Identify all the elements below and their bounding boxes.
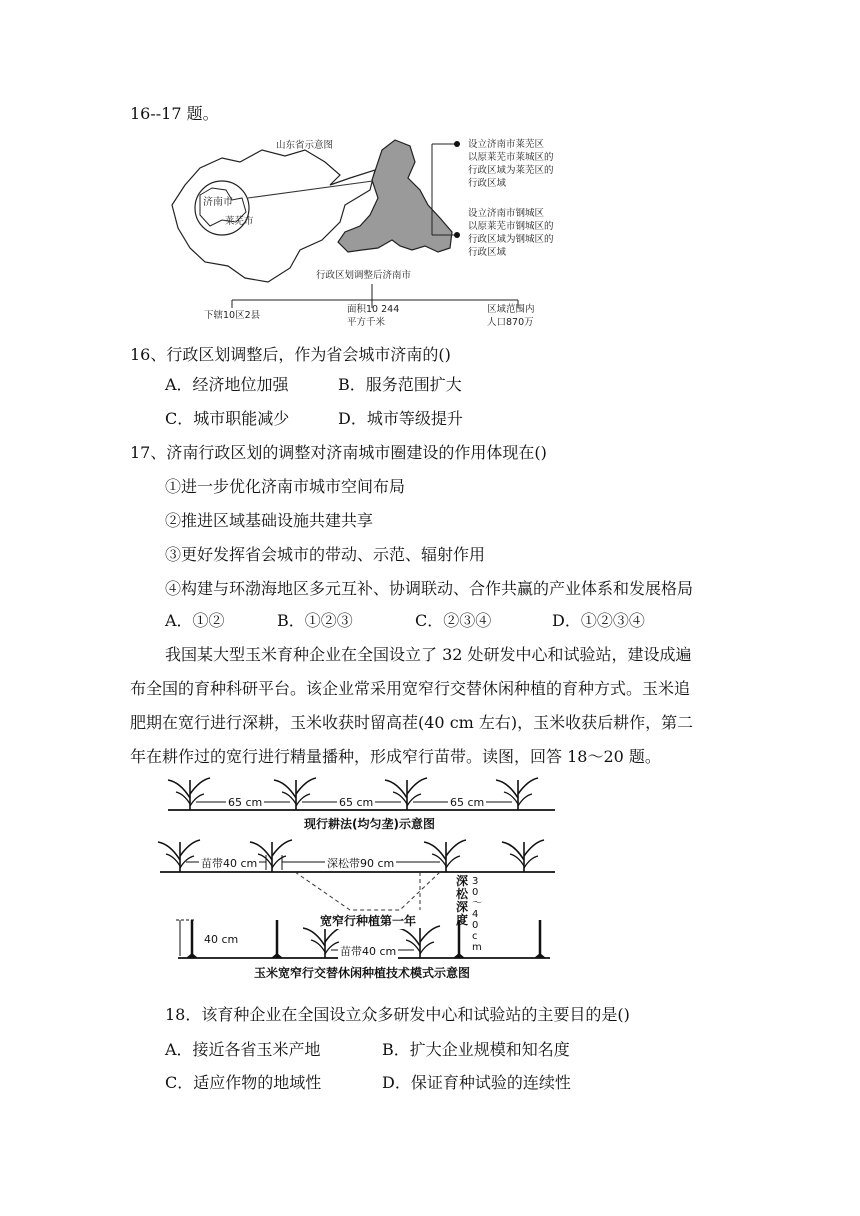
stubble-height-label: 40 cm [204, 933, 239, 946]
deep-band-label: 深松带90 cm [327, 857, 395, 870]
q17-option-d: D．①②③④ [552, 611, 645, 630]
passage-line-2: 布全国的育种科研平台。该企业常采用宽窄行交替休闲种植的育种方式。玉米追 [130, 679, 691, 698]
tree-branch-pop-1: 区域范围内 [487, 304, 535, 315]
caption-first-year: 宽窄行种植第一年 [320, 914, 417, 928]
q17-option-b: B．①②③ [277, 611, 353, 630]
q17-item-2: ②推进区域基础设施共建共享 [165, 511, 374, 530]
section-intro: 16--17 题。 [130, 104, 219, 123]
q18-option-d: D．保证育种试验的连续性 [382, 1073, 571, 1092]
tree-title: 行政区划调整后济南市 [316, 270, 412, 281]
spacing-label-1: 65 cm [228, 796, 263, 809]
q16-option-a: A．经济地位加强 [165, 375, 289, 394]
q17-option-a: A．①② [165, 611, 225, 630]
q17-item-4: ④构建与环渤海地区多元互补、协调联动、合作共赢的产业体系和发展格局 [165, 579, 694, 598]
plant [274, 778, 316, 810]
q17-stem: 17、济南行政区划的调整对济南城市圈建设的作用体现在() [130, 443, 547, 462]
q18-option-c: C．适应作物的地域性 [165, 1073, 322, 1092]
q17-item-3: ③更好发挥省会城市的带动、示范、辐射作用 [165, 545, 486, 564]
q17-option-c: C．②③④ [415, 611, 492, 630]
tree-branch-pop-2: 人口870万 [487, 317, 534, 328]
map-title: 山东省示意图 [276, 140, 334, 151]
city-jinan-label: 济南市 [203, 197, 233, 208]
q18-option-a: A．接近各省玉米产地 [165, 1040, 321, 1059]
tree-branch-area-2: 平方千米 [347, 317, 386, 328]
q17-item-1: ①进一步优化济南市城市空间布局 [165, 477, 406, 496]
q18-stem: 18．该育种企业在全国设立众多研发中心和试验站的主要目的是() [165, 1005, 630, 1024]
depth-label-value: 30～40 cm [472, 876, 482, 953]
passage-line-1: 我国某大型玉米育种企业在全国设立了 32 处研发中心和试验站，建设成遍 [165, 645, 692, 664]
caption-corn-diagram: 玉米宽窄行交替休闲种植技术模式示意图 [254, 966, 471, 980]
spacing-label-2: 65 cm [339, 796, 374, 809]
passage-line-4: 年在耕作过的宽行进行精量播种，形成窄行苗带。读图，回答 18～20 题。 [130, 747, 661, 766]
tree-branch-districts: 下辖10区2县 [204, 310, 261, 321]
deep-tillage-zone [295, 872, 440, 910]
plant [385, 778, 427, 810]
spacing-label-3: 65 cm [450, 796, 485, 809]
plant [424, 840, 466, 872]
plant [158, 840, 200, 872]
depth-label-title: 深松深度 [456, 874, 469, 927]
q16-option-c: C．城市职能减少 [165, 409, 290, 428]
passage-line-3: 肥期在宽行进行深耕，玉米收获时留高茬(40 cm 左右)，玉米收获后耕作，第二 [130, 713, 694, 732]
q16-stem: 16、行政区划调整后，作为省会城市济南的() [130, 345, 451, 364]
city-laiwu-label: 莱芜市 [225, 216, 254, 227]
plant [168, 778, 210, 810]
seedling-band-label-2: 苗带40 cm [340, 945, 397, 958]
q18-option-b: B．扩大企业规模和知名度 [382, 1040, 570, 1059]
q16-option-d: D．城市等级提升 [338, 409, 463, 428]
caption-current-method: 现行耕法(均匀垄)示意图 [304, 817, 435, 831]
q16-option-b: B．服务范围扩大 [338, 375, 462, 394]
tree-branch-area-1: 面积10 244 [347, 304, 400, 315]
plant [398, 926, 440, 958]
seedling-band-label: 苗带40 cm [201, 857, 258, 870]
plant [496, 778, 538, 810]
plant [502, 840, 544, 872]
